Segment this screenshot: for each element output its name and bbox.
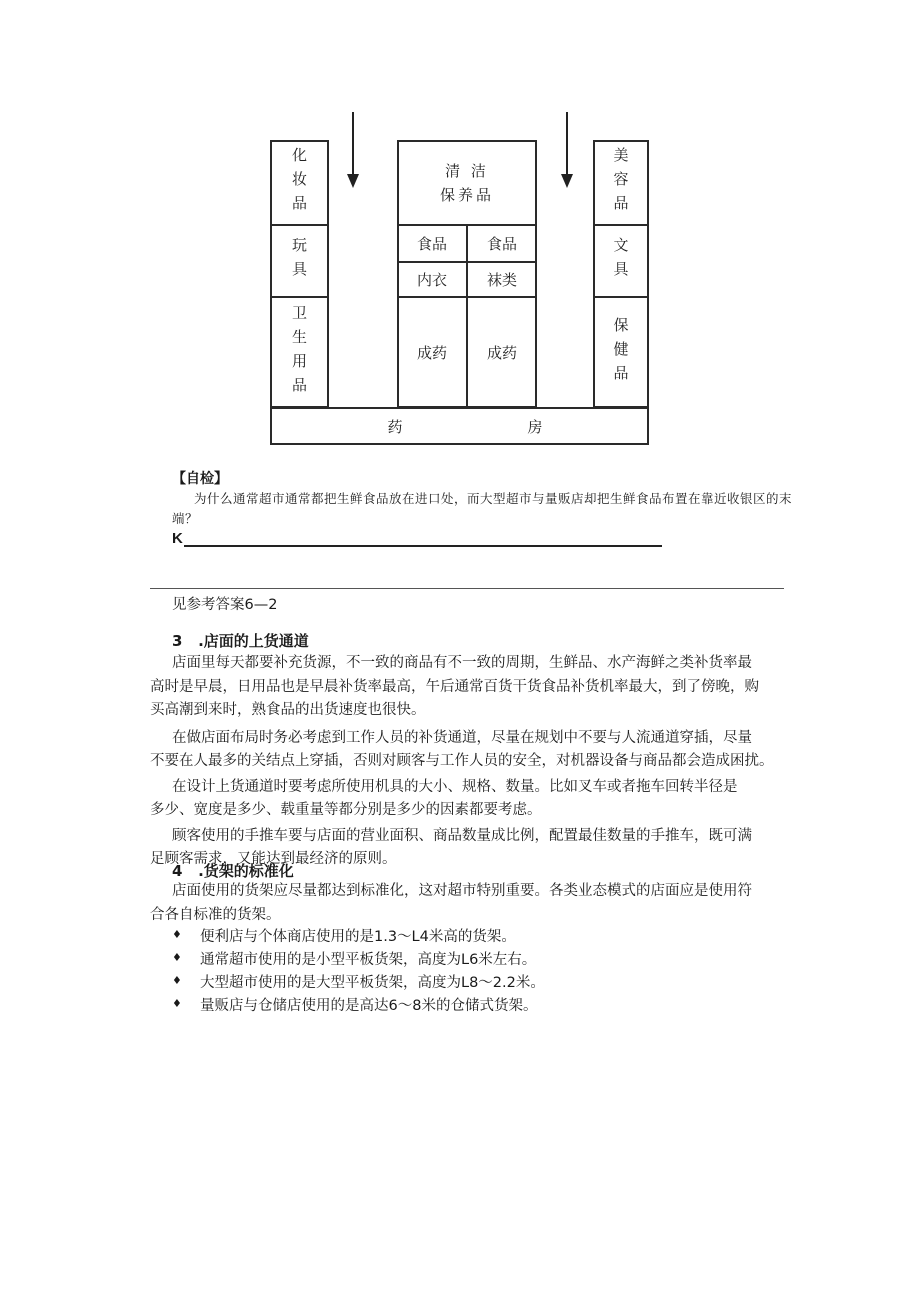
- entry-arrow-icon: [557, 112, 577, 192]
- shelf-health: 保健品: [611, 316, 630, 389]
- text-line: 高时是早晨，日用品也是早晨补货率最高，午后通常百货干货食品补货机率最大，到了傍晚，购: [150, 678, 759, 695]
- text-line: 不要在人最多的关结点上穿插，否则对顾客与工作人员的安全，对机器设备与商品都会造成困扰。: [150, 753, 774, 769]
- shelf-hygiene: 卫生用品: [290, 304, 308, 401]
- shelf-medicine: 成药: [416, 344, 447, 362]
- self-check-title: 【自检】: [172, 471, 228, 487]
- pharmacy-area: [270, 407, 649, 445]
- text-line: 足顾客需求，又能达到最经济的原则。: [150, 851, 397, 867]
- bullet-text: 通常超市使用的是小型平板货架，高度为L6米左右。: [200, 952, 537, 968]
- text-line: 店面使用的货架应尽量都达到标准化，这对超市特别重要。各类业态模式的店面应是使用符: [172, 883, 752, 899]
- paragraph: [150, 776, 790, 823]
- shelf-medicine: 成药: [486, 344, 517, 362]
- shelf-food: 食品: [416, 235, 447, 253]
- diamond-bullet-icon: ♦: [172, 928, 182, 941]
- question-line: 为什么通常超市通常都把生鲜食品放在进口处，而大型超市与量贩店却把生鲜食品布置在靠近收银区的末: [194, 491, 793, 506]
- bullet-text: 量贩店与仓储店使用的是高达6～8米的仓储式货架。: [200, 998, 538, 1014]
- bullet-text: 大型超市使用的是大型平板货架，高度为L8～2.2米。: [200, 975, 545, 991]
- shelf-beauty: 美容品: [611, 146, 630, 219]
- diamond-bullet-icon: ♦: [172, 974, 182, 987]
- text-line: 顾客使用的手推车要与店面的营业面积、商品数量成比例，配置最佳数量的手推车，既可满: [172, 827, 752, 844]
- paragraph: [150, 652, 790, 723]
- pharmacy-label: 药: [387, 418, 403, 436]
- self-check-question: [194, 489, 794, 509]
- shelf-socks: 袜类: [486, 271, 517, 289]
- text-line: 买高潮到来时，熟食品的出货速度也很快。: [150, 702, 426, 718]
- text-line: 合各自标准的货架。: [150, 906, 281, 923]
- text-line: 店面里每天都要补充货源，不一致的商品有不一致的周期，生鲜品、水产海鲜之类补货率最: [172, 655, 752, 671]
- entry-arrow-icon: [343, 112, 363, 192]
- bullet-text: 便利店与个体商店使用的是1.3～L4米高的货架。: [200, 929, 516, 945]
- section-3-heading: 3 .店面的上货通道: [172, 632, 309, 650]
- shelf-stationery: 文具: [611, 237, 630, 285]
- shelf-cleaning-care: 清 洁 保养品: [439, 161, 494, 204]
- answer-prefix: K: [172, 530, 183, 547]
- section-4-heading: 4 .货架的标准化: [172, 862, 294, 880]
- section-3-body: [150, 652, 790, 872]
- answer-line[interactable]: [184, 545, 662, 547]
- pharmacy-label: 房: [527, 418, 543, 436]
- paragraph: [150, 727, 790, 774]
- shelf-food: 食品: [486, 235, 517, 253]
- diamond-bullet-icon: ♦: [172, 997, 182, 1010]
- shelf-underwear: 内衣: [416, 271, 447, 289]
- section-4-intro: [150, 880, 790, 927]
- text-line: 在做店面布局时务必考虑到工作人员的补货通道，尽量在规划中不要与人流通道穿插，尽量: [172, 729, 752, 746]
- question-line: 端？: [172, 511, 199, 526]
- text-line: 多少、宽度是多少、载重量等都分别是多少的因素都要考虑。: [150, 802, 542, 818]
- shelf-toys: 玩具: [290, 237, 308, 285]
- reference-answer: 见参考答案6—2: [172, 597, 278, 613]
- diamond-bullet-icon: ♦: [172, 951, 182, 964]
- shelf-cosmetics: 化妆品: [290, 146, 308, 219]
- text-line: 在设计上货通道时要考虑所使用机具的大小、规格、数量。比如叉车或者拖车回转半径是: [172, 778, 738, 795]
- section-divider: [150, 588, 784, 589]
